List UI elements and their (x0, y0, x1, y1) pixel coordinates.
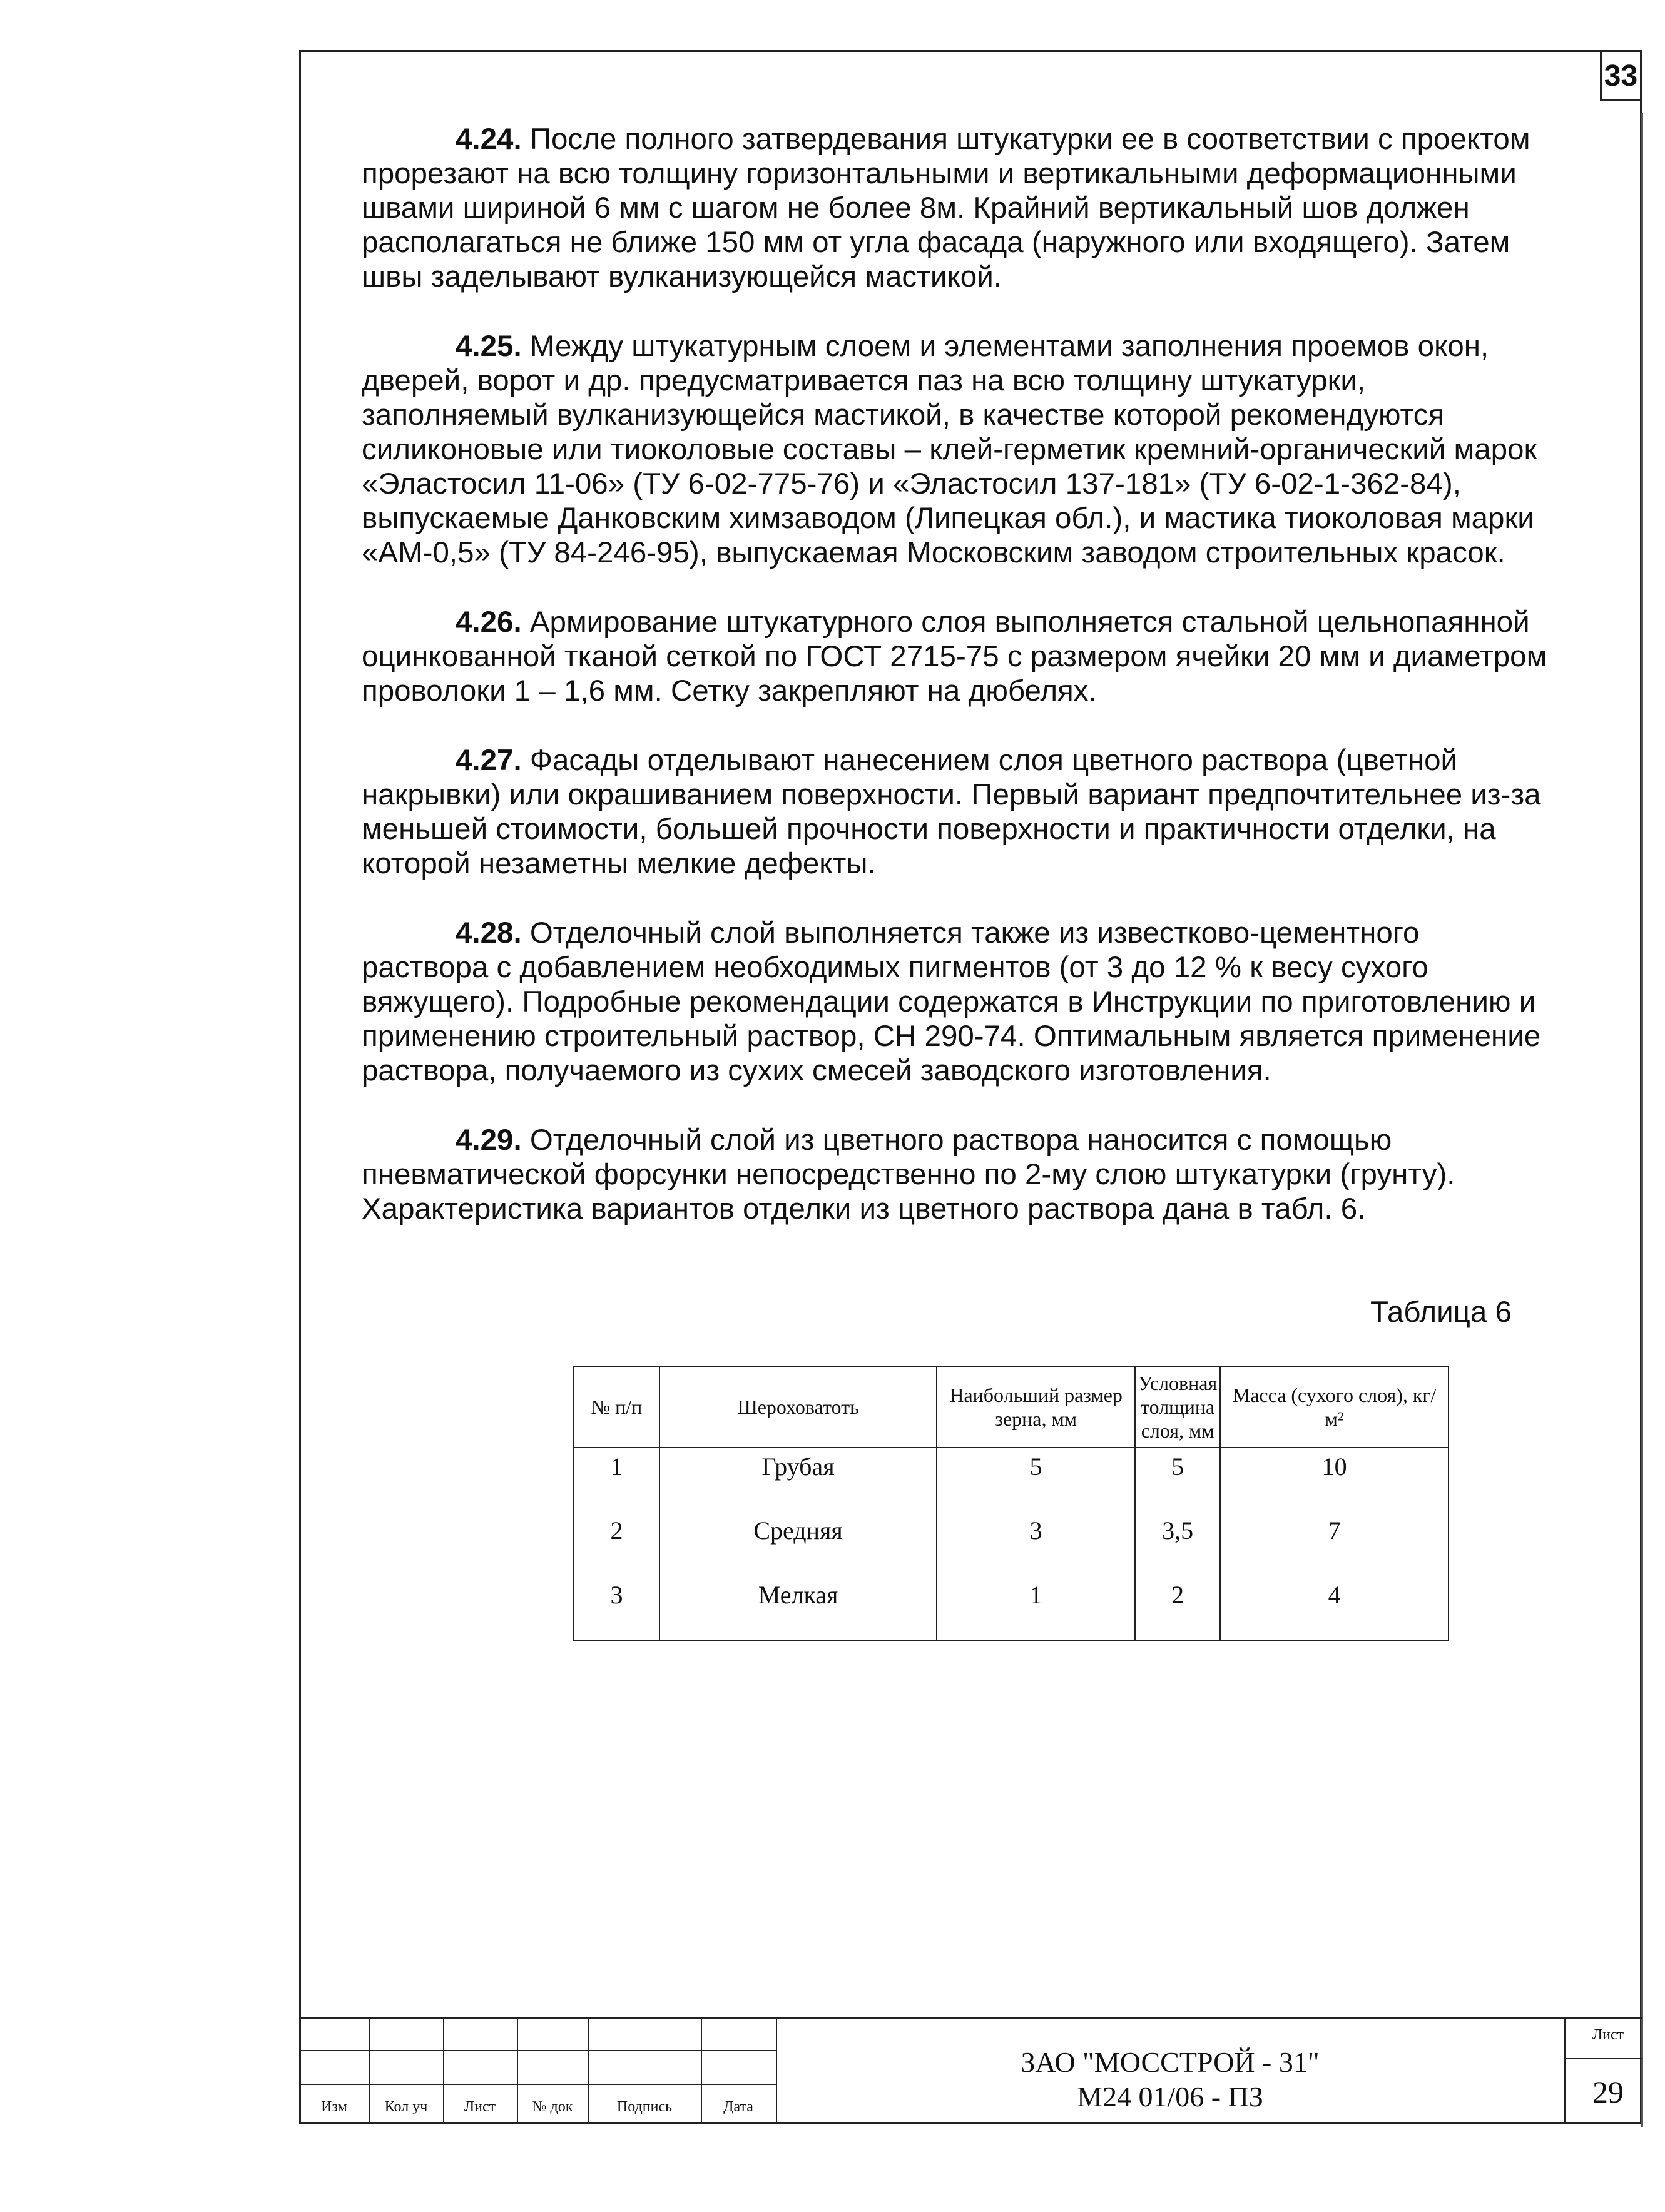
table-cell: 5 (937, 1448, 1135, 1512)
clause-text: Между штукатурным слоем и элементами заполнения проемов окон, дверей, ворот и др. предусматривается паз на всю толщину штукатурки, заполняемый вулканизующейся мастикой, в качестве которой рекомендуются силиконовые или тиоколовые составы – клей-герметик кремний-органический марок «Эластосил 11-06» (ТУ 6-02-775-76) и «Эластосил 137-181» (ТУ 6-02-1-362-84), выпускаемые Данковским химзаводом (Липецкая обл.), и мастика тиоколовая марки «АМ-0,5» (ТУ 84-246-95), выпускаемая Московским заводом строительных красок. (362, 330, 1537, 569)
table-cell: 2 (1135, 1576, 1220, 1641)
company-name: ЗАО "МОССТРОЙ - 31" (1021, 2046, 1320, 2078)
label-date: Дата (723, 2099, 753, 2115)
document-code: М24 01/06 - ПЗ (1077, 2081, 1263, 2113)
label-count: Кол уч (384, 2099, 428, 2115)
table-cell: Грубая (659, 1448, 937, 1512)
table-row (574, 1512, 1449, 1576)
header-cell: № п/п (574, 1366, 659, 1448)
paragraph-4-27 (362, 743, 1550, 881)
clause-number: 4.29. (456, 1124, 522, 1157)
clause-number: 4.28. (456, 916, 522, 950)
page-edge (1641, 113, 1643, 2127)
title-block-sheet-line (1564, 2058, 1642, 2059)
label-doc-number: № док (532, 2099, 573, 2115)
header-cell: Условная толщина слоя, мм (1135, 1366, 1220, 1448)
header-cell: Шероховатоть (659, 1366, 937, 1448)
table-cell: Мелкая (659, 1576, 937, 1641)
title-block-row-line (299, 2050, 776, 2051)
table-cell: 10 (1220, 1448, 1449, 1512)
sheet-label: Лист (1592, 2027, 1624, 2043)
table-cell: 4 (1220, 1576, 1449, 1641)
label-signature: Подпись (616, 2099, 673, 2115)
header-cell: Масса (сухого слоя), кг/м² (1220, 1366, 1449, 1448)
table-row (574, 1448, 1449, 1512)
clause-number: 4.27. (456, 744, 522, 777)
finish-variants-table (573, 1366, 1449, 1641)
clause-text: Армирование штукатурного слоя выполняется стальной цельнопаянной оцинкованной тканой сеткой по ГОСТ 2715-75 с размером ячейки 20 мм и диаметром проволоки 1 – 1,6 мм. Сетку закрепляют на дюбелях. (362, 606, 1547, 708)
table-caption: Таблица 6 (1370, 1296, 1512, 1329)
clause-number: 4.24. (456, 123, 522, 156)
title-block-top-line (299, 2017, 1642, 2019)
label-sheet: Лист (464, 2099, 496, 2115)
paragraph-4-25 (362, 329, 1550, 570)
paragraph-4-26 (362, 605, 1550, 708)
table-cell: 7 (1220, 1512, 1449, 1576)
header-cell: Наибольший размер зерна, мм (937, 1366, 1135, 1448)
document-body (362, 122, 1550, 1261)
table-cell: Средняя (659, 1512, 937, 1576)
title-block-col-line (1564, 2017, 1566, 2124)
label-change: Изм (321, 2099, 347, 2115)
paragraph-4-28 (362, 916, 1550, 1088)
table-cell: 1 (574, 1448, 659, 1512)
clause-text: Отделочный слой выполняется также из известково-цементного раствора с добавлением необходимых пигментов (от 3 до 12 % к весу сухого вяжущего). Подробные рекомендации содержатся в Инструкции по приготовлению и применению строительный раствор, СН 290-74. Оптимальным является применение раствора, получаемого из сухих смесей заводского изготовления. (362, 916, 1541, 1087)
title-block-row-line (299, 2084, 776, 2085)
table-cell: 5 (1135, 1448, 1220, 1512)
table-cell: 2 (574, 1512, 659, 1576)
paragraph-4-29 (362, 1123, 1550, 1226)
page-number: 29 (1592, 2074, 1624, 2109)
sheet-number: 33 (1600, 50, 1642, 101)
clause-number: 4.26. (456, 606, 522, 639)
table-cell: 3 (574, 1576, 659, 1641)
table-cell: 3 (937, 1512, 1135, 1576)
table-header-row (574, 1366, 1449, 1448)
table-cell: 1 (937, 1576, 1135, 1641)
clause-text: После полного затвердевания штукатурки ее в соответствии с проектом прорезают на всю толщину горизонтальными и вертикальными деформационными швами шириной 6 мм с шагом не более 8м. Крайний вертикальный шов должен располагаться не ближе 150 мм от угла фасада (наружного или входящего). Затем швы заделывают вулканизующейся мастикой. (362, 123, 1530, 293)
clause-number: 4.25. (456, 330, 522, 363)
table-cell: 3,5 (1135, 1512, 1220, 1576)
table-row (574, 1576, 1449, 1641)
clause-text: Фасады отделывают нанесением слоя цветного раствора (цветной накрывки) или окрашиванием поверхности. Первый вариант предпочтительнее из-за меньшей стоимости, большей прочности поверхности и практичности отделки, на которой незаметны мелкие дефекты. (362, 744, 1541, 880)
clause-text: Отделочный слой из цветного раствора наносится с помощью пневматической форсунки непосредственно по 2-му слою штукатурки (грунту). Характеристика вариантов отделки из цветного раствора дана в табл. 6. (362, 1124, 1455, 1225)
paragraph-4-24 (362, 122, 1550, 294)
